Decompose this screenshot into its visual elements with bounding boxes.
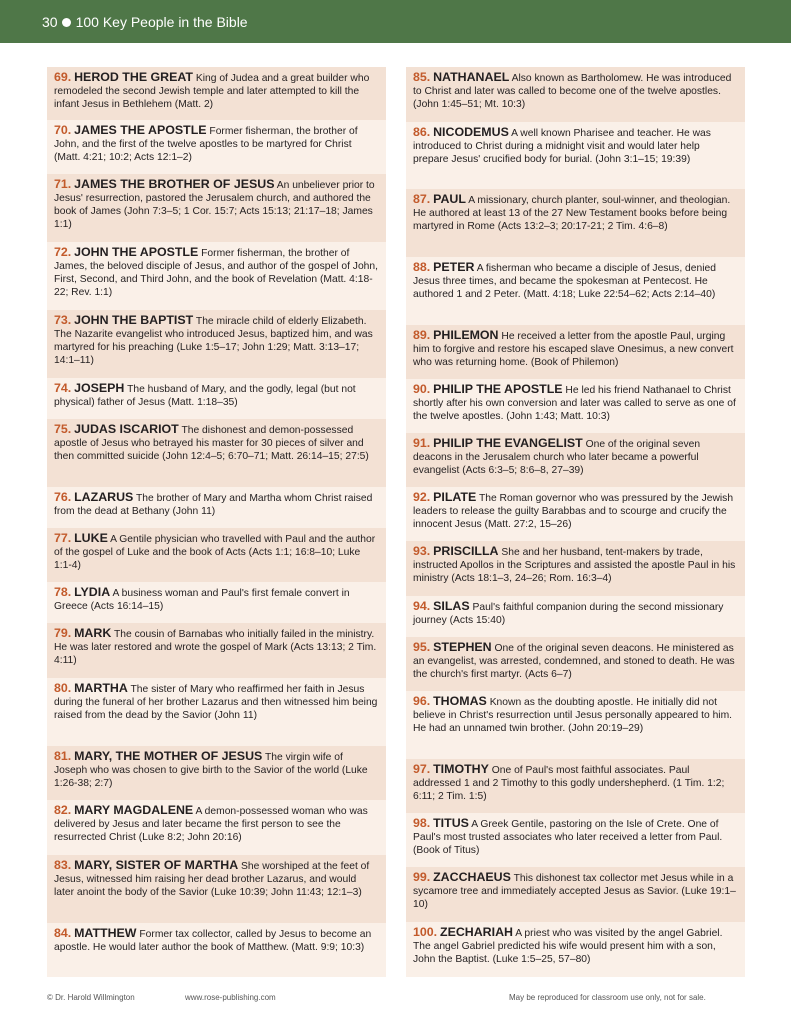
entry-name: HEROD THE GREAT <box>74 70 193 84</box>
entry-name: MARY MAGDALENE <box>74 803 194 817</box>
entry-number: 92. <box>413 490 431 504</box>
list-item <box>47 623 386 678</box>
list-item <box>47 800 386 855</box>
list-item <box>406 867 745 922</box>
bullet-icon <box>62 18 71 27</box>
list-item <box>406 379 745 433</box>
entry-number: 79. <box>54 626 72 640</box>
entry-number: 69. <box>54 70 72 84</box>
entry-number: 86. <box>413 125 431 139</box>
entry-description: An unbeliever prior to Jesus' resurrection, pastored the Jerusalem church, and authored the book of James (John 7:3–5; 1 Cor. 15:7; Acts 15:13; 21:17–18; James 1:1) <box>54 180 375 230</box>
entry-number: 90. <box>413 382 431 396</box>
entry-name: JAMES THE APOSTLE <box>74 123 207 137</box>
entry-name: ZACCHAEUS <box>433 870 511 884</box>
list-item <box>406 433 745 487</box>
entry-name: TITUS <box>433 816 469 830</box>
entry-number: 84. <box>54 926 72 940</box>
entry-description: The virgin wife of Joseph who was chosen to give birth to the Savior of the world (Luke 1:26-38; 2:7) <box>54 752 368 789</box>
list-item <box>47 120 386 174</box>
footer-copyright: © Dr. Harold Willmington <box>47 993 135 1002</box>
entry-description: The sister of Mary who reaffirmed her faith in Jesus during the funeral of her brother Lazarus and then witnessed him being raised from the dead by the Savior (John 11) <box>54 684 378 721</box>
entry-name: PETER <box>433 260 475 274</box>
entry-description: The dishonest and demon-possessed apostle of Jesus who betrayed his master for 30 pieces of silver and then committed suicide (John 12:4–5; 6:70–71; Matt. 26:14–15; 27:5) <box>54 425 369 462</box>
entry-name: STEPHEN <box>433 640 492 654</box>
entry-name: NATHANAEL <box>433 70 510 84</box>
entry-number: 96. <box>413 694 431 708</box>
list-item <box>47 855 386 923</box>
entry-name: MARY, SISTER OF MARTHA <box>74 858 239 872</box>
entry-description: A fisherman who became a disciple of Jesus, denied Jesus three times, and became the spokesman at Pentecost. He authored 1 and 2 Peter. (Matt. 4:18; Luke 22:54–62; Acts 2:14–40) <box>413 263 716 300</box>
entry-number: 94. <box>413 599 431 613</box>
entry-description: Known as the doubting apostle. He initially did not believe in Christ's resurrection until Jesus personally appeared to him. He had an unnamed twin brother. (John 20:19–29) <box>413 697 733 734</box>
list-item <box>47 174 386 242</box>
entry-name: JOHN THE BAPTIST <box>74 313 194 327</box>
entry-description: The cousin of Barnabas who initially failed in the ministry. He was later restored and wrote the gospel of Mark (Acts 13:13; 2 Tim. 4:11) <box>54 629 377 666</box>
entry-description: A business woman and Paul's first female convert in Greece (Acts 16:14–15) <box>54 588 350 612</box>
entry-name: MARK <box>74 626 112 640</box>
footer-website: www.rose-publishing.com <box>185 993 276 1002</box>
list-item <box>406 922 745 977</box>
list-item <box>47 378 386 419</box>
entry-number: 72. <box>54 245 72 259</box>
entry-description: Former fisherman, the brother of John, and the first of the twelve apostles to be martyred for Christ (Matt. 4:21; 10:2; Acts 12:1–2) <box>54 126 358 163</box>
list-item <box>47 528 386 582</box>
entry-description: She worshiped at the feet of Jesus, witnessed him raising her dead brother Lazarus, and would later anoint the body of the Savior (Luke 10:39; John 11:43; 12:1–3) <box>54 861 370 898</box>
entry-name: PHILIP THE EVANGELIST <box>433 436 583 450</box>
entry-name: TIMOTHY <box>433 762 489 776</box>
list-item <box>47 923 386 977</box>
entry-name: SILAS <box>433 599 470 613</box>
list-item <box>406 596 745 637</box>
entry-number: 70. <box>54 123 72 137</box>
entry-number: 73. <box>54 313 72 327</box>
list-item <box>406 325 745 379</box>
list-item <box>47 310 386 378</box>
page-title: 100 Key People in the Bible <box>75 14 248 30</box>
entry-name: PHILEMON <box>433 328 499 342</box>
entry-description: The miracle child of elderly Elizabeth. The Nazarite evangelist who introduced Jesus, baptized him, and was martyred for his preaching (Luke 1:5–17; John 1:29; Matt. 3:13–17; 14:1–11) <box>54 316 373 366</box>
list-item <box>406 67 745 122</box>
entry-description: The brother of Mary and Martha whom Christ raised from the dead at Bethany (John 11) <box>54 493 373 517</box>
entry-number: 91. <box>413 436 431 450</box>
entry-name: PAUL <box>433 192 466 206</box>
list-item <box>47 487 386 528</box>
page-number: 30 <box>42 14 58 30</box>
entry-number: 100. <box>413 925 438 939</box>
entry-number: 97. <box>413 762 431 776</box>
header-text <box>42 14 248 30</box>
entry-number: 89. <box>413 328 431 342</box>
list-item <box>406 813 745 867</box>
entry-description: A missionary, church planter, soul-winner, and theologian. He authored at least 13 of the 27 New Testament books before being martyred in Rome (Acts 13:2–3; 20:17-21; 2 Tim. 4:6–8) <box>413 195 731 232</box>
entry-description: She and her husband, tent-makers by trade, instructed Apollos in the Scriptures and assisted the apostle Paul in his ministry (Acts 18:1–3, 24–26; Rom. 16:3–4) <box>413 547 736 584</box>
list-item <box>406 637 745 691</box>
list-item <box>406 189 745 257</box>
entry-number: 80. <box>54 681 72 695</box>
list-item <box>47 582 386 623</box>
entry-number: 83. <box>54 858 72 872</box>
entry-number: 98. <box>413 816 431 830</box>
entry-description: A Greek Gentile, pastoring on the Isle of Crete. One of Paul's most trusted associates who later received a letter from Paul. (Book of Titus) <box>413 819 723 856</box>
entry-number: 76. <box>54 490 72 504</box>
entry-description: One of the original seven deacons. He ministered as an evangelist, was arrested, condemned, and stoned to death. He was the church's first martyr. (Acts 6–7) <box>413 643 735 680</box>
list-item <box>47 67 386 120</box>
entry-name: LYDIA <box>74 585 111 599</box>
entry-description: Paul's faithful companion during the second missionary journey (Acts 15:40) <box>413 602 724 626</box>
entry-name: MARY, THE MOTHER OF JESUS <box>74 749 263 763</box>
entry-description: Former fisherman, the brother of James, the beloved disciple of Jesus, and author of the gospel of John, First, Second, and Third John, and the book of Revelation (Matt. 4:18-22; Rev. 1:1) <box>54 248 378 298</box>
entry-number: 87. <box>413 192 431 206</box>
entry-name: ZECHARIAH <box>440 925 513 939</box>
entry-description: Also known as Bartholomew. He was introduced to Christ and later was called to become one of the twelve apostles. (John 1:45–51; Mt. 10:3) <box>413 73 732 110</box>
entry-name: LUKE <box>74 531 108 545</box>
entry-number: 75. <box>54 422 72 436</box>
entry-number: 78. <box>54 585 72 599</box>
entry-description: A Gentile physician who travelled with Paul and the author of the gospel of Luke and the book of Acts (Acts 1:1; 16:8–10; Luke 1:1-4) <box>54 534 376 571</box>
entry-description: The husband of Mary, and the godly, legal (but not physical) father of Jesus (Matt. 1:18–35) <box>54 384 356 408</box>
entry-description: One of the original seven deacons in the Jerusalem church who later became a powerful evangelist (Acts 6:3–5; 8:6–8, 27–39) <box>413 439 701 476</box>
entry-description: A demon-possessed woman who was delivered by Jesus and later became the first person to see the resurrected Christ (Luke 8:2; John 20:16) <box>54 806 368 843</box>
entry-name: LAZARUS <box>74 490 134 504</box>
list-item <box>406 122 745 189</box>
list-item <box>47 746 386 800</box>
left-column <box>47 67 386 977</box>
entry-number: 77. <box>54 531 72 545</box>
right-column <box>406 67 745 977</box>
entry-description: He received a letter from the apostle Paul, urging him to forgive and restore his escaped slave Onesimus, a new convert who was returning home. (Book of Philemon) <box>413 331 734 368</box>
entry-number: 74. <box>54 381 72 395</box>
entry-description: He led his friend Nathanael to Christ shortly after his own conversion and later was called to serve as one of the twelve apostles. (John 1:43; Matt. 10:3) <box>413 385 736 422</box>
entry-number: 95. <box>413 640 431 654</box>
footer-notice: May be reproduced for classroom use only, not for sale. <box>509 993 706 1002</box>
list-item <box>47 242 386 310</box>
entry-name: THOMAS <box>433 694 487 708</box>
entry-description: King of Judea and a great builder who remodeled the second Jewish temple and later attempted to kill the infant Jesus in Bethlehem (Matt. 2) <box>54 73 370 110</box>
list-item <box>406 257 745 325</box>
entry-name: JAMES THE BROTHER OF JESUS <box>74 177 275 191</box>
entry-description: This dishonest tax collector met Jesus while in a sycamore tree and immediately accepted Jesus as Savior. (Luke 19:1–10) <box>413 873 736 910</box>
list-item <box>406 541 745 596</box>
list-item <box>406 759 745 813</box>
entry-description: The Roman governor who was pressured by the Jewish leaders to release the guilty Barabbas and to scourge and crucify the innocent Jesus (Matt. 27:2, 15–26) <box>413 493 734 530</box>
entry-name: PRISCILLA <box>433 544 499 558</box>
entry-name: MATTHEW <box>74 926 137 940</box>
entry-description: Former tax collector, called by Jesus to become an apostle. He would later author the book of Matthew. (Matt. 9:9; 10:3) <box>54 929 372 953</box>
entry-description: A well known Pharisee and teacher. He was introduced to Christ during a midnight visit and would later help prepare Jesus' crucified body for burial. (John 3:1–15; 19:39) <box>413 128 711 165</box>
entry-number: 99. <box>413 870 431 884</box>
entry-description: A priest who was visited by the angel Gabriel. The angel Gabriel predicted his wife would present him with a son, John the Baptist. (Luke 1:5–25, 57–80) <box>413 928 723 965</box>
list-item <box>406 487 745 541</box>
entry-name: MARTHA <box>74 681 128 695</box>
entry-name: JOSEPH <box>74 381 125 395</box>
list-item <box>406 691 745 759</box>
list-item <box>47 678 386 746</box>
entry-name: NICODEMUS <box>433 125 509 139</box>
page-header <box>0 0 791 43</box>
entry-number: 82. <box>54 803 72 817</box>
entry-name: PILATE <box>433 490 477 504</box>
entry-description: One of Paul's most faithful associates. Paul addressed 1 and 2 Timothy to this godly undershepherd. (1 Tim. 1:2; 6:11; 2 Tim. 1:5) <box>413 765 725 802</box>
entry-number: 81. <box>54 749 72 763</box>
entry-number: 88. <box>413 260 431 274</box>
entry-number: 93. <box>413 544 431 558</box>
entry-name: PHILIP THE APOSTLE <box>433 382 563 396</box>
entry-number: 85. <box>413 70 431 84</box>
list-item <box>47 419 386 487</box>
entry-name: JUDAS ISCARIOT <box>74 422 179 436</box>
entry-name: JOHN THE APOSTLE <box>74 245 199 259</box>
entry-number: 71. <box>54 177 72 191</box>
